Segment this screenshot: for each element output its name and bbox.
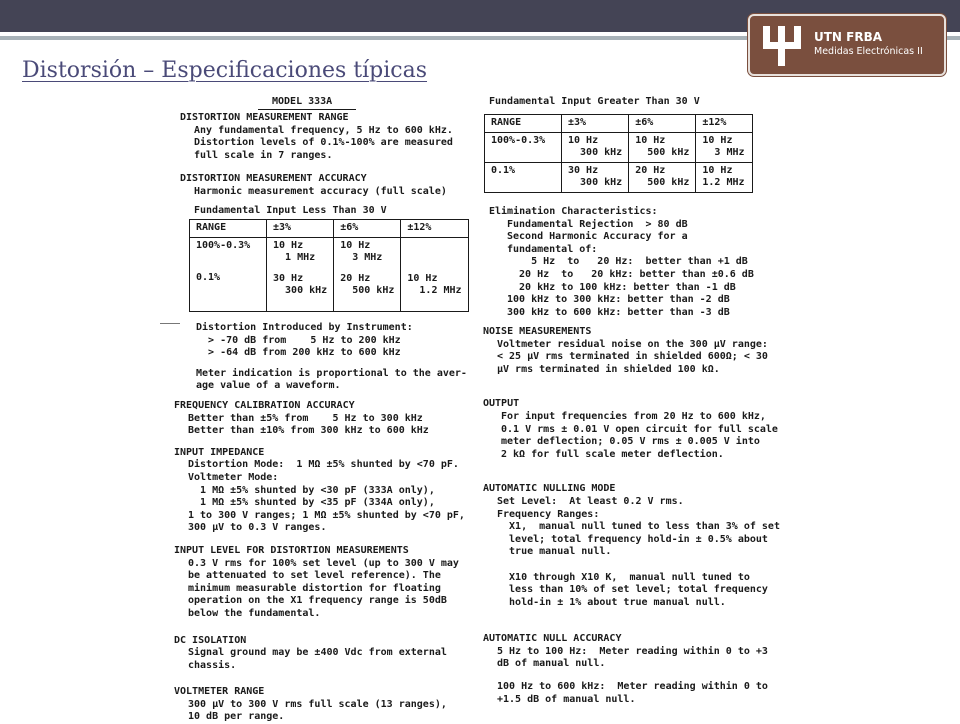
table-header: RANGE xyxy=(190,220,267,238)
utn-emblem-icon xyxy=(756,22,808,70)
impedance-heading: INPUT IMPEDANCE xyxy=(174,446,265,458)
table-header: RANGE xyxy=(485,115,562,133)
table-cell: 10 Hz 3 MHz 20 Hz 500 kHz xyxy=(334,237,401,311)
accuracy-heading: DISTORTION MEASUREMENT ACCURACY xyxy=(180,173,367,185)
meter-note: Meter indication is proportional to the aver- age value of a waveform. xyxy=(196,367,467,392)
null-accuracy-heading: AUTOMATIC NULL ACCURACY xyxy=(483,633,622,645)
voltmeter-body: 300 µV to 300 V rms full scale (13 ranges), 10 dB per range. xyxy=(188,698,447,723)
dc-body: Signal ground may be ±400 Vdc from external chassis. xyxy=(188,647,447,671)
table-cell: 10 Hz 3 MHz xyxy=(696,132,753,162)
table-header: ±6% xyxy=(334,220,401,238)
logo-subtitle: Medidas Electrónicas II xyxy=(814,46,923,57)
distortion-introduced: Distortion Introduced by Instrument: > -70 dB from 5 Hz to 200 kHz > -64 dB from 200 kHz to 600 kHz xyxy=(196,322,413,359)
table-header: ±12% xyxy=(696,115,753,133)
table-header: ±6% xyxy=(629,115,696,133)
scan-mark xyxy=(160,323,180,324)
table-cell: 30 Hz 300 kHz xyxy=(562,162,629,192)
voltmeter-heading: VOLTMETER RANGE xyxy=(174,686,265,698)
table-cell: 100%-0.3% 0.1% xyxy=(190,237,267,311)
null-accuracy-body-1: 5 Hz to 100 Hz: Meter reading within 0 to +3 dB of manual null. xyxy=(497,645,768,670)
table-cell: 10 Hz 1 MHz 30 Hz 300 kHz xyxy=(267,237,334,311)
utn-logo xyxy=(748,14,946,76)
table-cell: 10 Hz 1.2 MHz xyxy=(401,237,468,311)
output-heading: OUTPUT xyxy=(483,398,520,410)
impedance-body: Distortion Mode: 1 MΩ ±5% shunted by <70 pF. Voltmeter Mode: 1 MΩ ±5% shunted by <30 pF (333A only), 1 MΩ ±5% shunted by <35 pF (334A only), 1 to 300 V ranges; 1 MΩ ±5% shunted by <70 pF, 300 µV to 0.3 V ranges. xyxy=(188,459,465,534)
nulling-heading: AUTOMATIC NULLING MODE xyxy=(483,483,616,495)
logo-title: UTN FRBA xyxy=(814,30,883,44)
elimination-heading: Elimination Characteristics: xyxy=(489,206,658,217)
slide-title: Distorsión – Especificaciones típicas xyxy=(22,58,428,83)
table-cell: 100%-0.3% xyxy=(485,132,562,162)
left-column-mid xyxy=(196,322,467,393)
accuracy-table-left xyxy=(189,219,469,312)
table-cell: 0.1% xyxy=(485,162,562,192)
freq-body: Better than ±5% from 5 Hz to 300 kHz Better than ±10% from 300 kHz to 600 kHz xyxy=(188,412,429,437)
left-column-top xyxy=(180,112,453,217)
elimination-body: Fundamental Rejection > 80 dB Second Harmonic Accuracy for a fundamental of: 5 Hz to 20 Hz: better than +1 dB 20 Hz to 20 kHz: better than ±0.6 dB 20 kHz to 100 kHz: better than -1 dB 100 kHz to 300 kHz: better than -2 dB 300 kHz to 600 kHz: better than -3 dB xyxy=(507,218,754,318)
accuracy-body: Harmonic measurement accuracy (full scale) xyxy=(194,185,447,197)
accuracy-table-right xyxy=(484,114,753,193)
left-column-bottom xyxy=(174,400,465,724)
right-column-bottom xyxy=(483,326,780,706)
model-label xyxy=(258,96,356,110)
output-body: For input frequencies from 20 Hz to 600 kHz, 0.1 V rms ± 0.01 V open circuit for full scale meter deflection; 0.05 V rms ± 0.005 V into 2 kΩ for full scale meter deflection. xyxy=(501,410,778,460)
range-heading: DISTORTION MEASUREMENT RANGE xyxy=(180,112,349,123)
table-caption-left: Fundamental Input Less Than 30 V xyxy=(194,204,387,216)
right-column-top xyxy=(489,96,700,109)
level-body: 0.3 V rms for 100% set level (up to 300 V may be attenuated to set level reference). The minimum measurable distortion for floating operation on the X1 frequency range is 50dB below the fundamental. xyxy=(188,557,459,619)
table-cell: 20 Hz 500 kHz xyxy=(629,162,696,192)
table-cell: 10 Hz 500 kHz xyxy=(629,132,696,162)
model-name: MODEL 333A xyxy=(258,96,356,110)
elimination-block xyxy=(489,206,754,319)
table-cell: 10 Hz 1.2 MHz xyxy=(696,162,753,192)
level-heading: INPUT LEVEL FOR DISTORTION MEASUREMENTS xyxy=(174,544,409,556)
table-header: ±12% xyxy=(401,220,468,238)
table-header: ±3% xyxy=(267,220,334,238)
dc-heading: DC ISOLATION xyxy=(174,634,247,646)
range-body: Any fundamental frequency, 5 Hz to 600 kHz. Distortion levels of 0.1%-100% are measured full scale in 7 ranges. xyxy=(194,124,453,161)
null-accuracy-body-2: 100 Hz to 600 kHz: Meter reading within 0 to +1.5 dB of manual null. xyxy=(497,681,768,705)
nulling-body: Set Level: At least 0.2 V rms. Frequency Ranges: X1, manual null tuned to less than 3% of set level; total frequency hold-in ± 0.5% about true manual null. X10 through X10 K, manual null tuned to less than 10% of set level; total frequency hold-in ± 1% about true manual null. xyxy=(497,495,780,608)
table-cell: 10 Hz 300 kHz xyxy=(562,132,629,162)
table-header: ±3% xyxy=(562,115,629,133)
noise-heading: NOISE MEASUREMENTS xyxy=(483,326,592,337)
noise-body: Voltmeter residual noise on the 300 µV range: < 25 µV rms terminated in shielded 600Ω; < 30 µV rms terminated in shielded 100 kΩ. xyxy=(497,338,768,375)
freq-heading: FREQUENCY CALIBRATION ACCURACY xyxy=(174,400,355,411)
table-caption-right: Fundamental Input Greater Than 30 V xyxy=(489,96,700,107)
